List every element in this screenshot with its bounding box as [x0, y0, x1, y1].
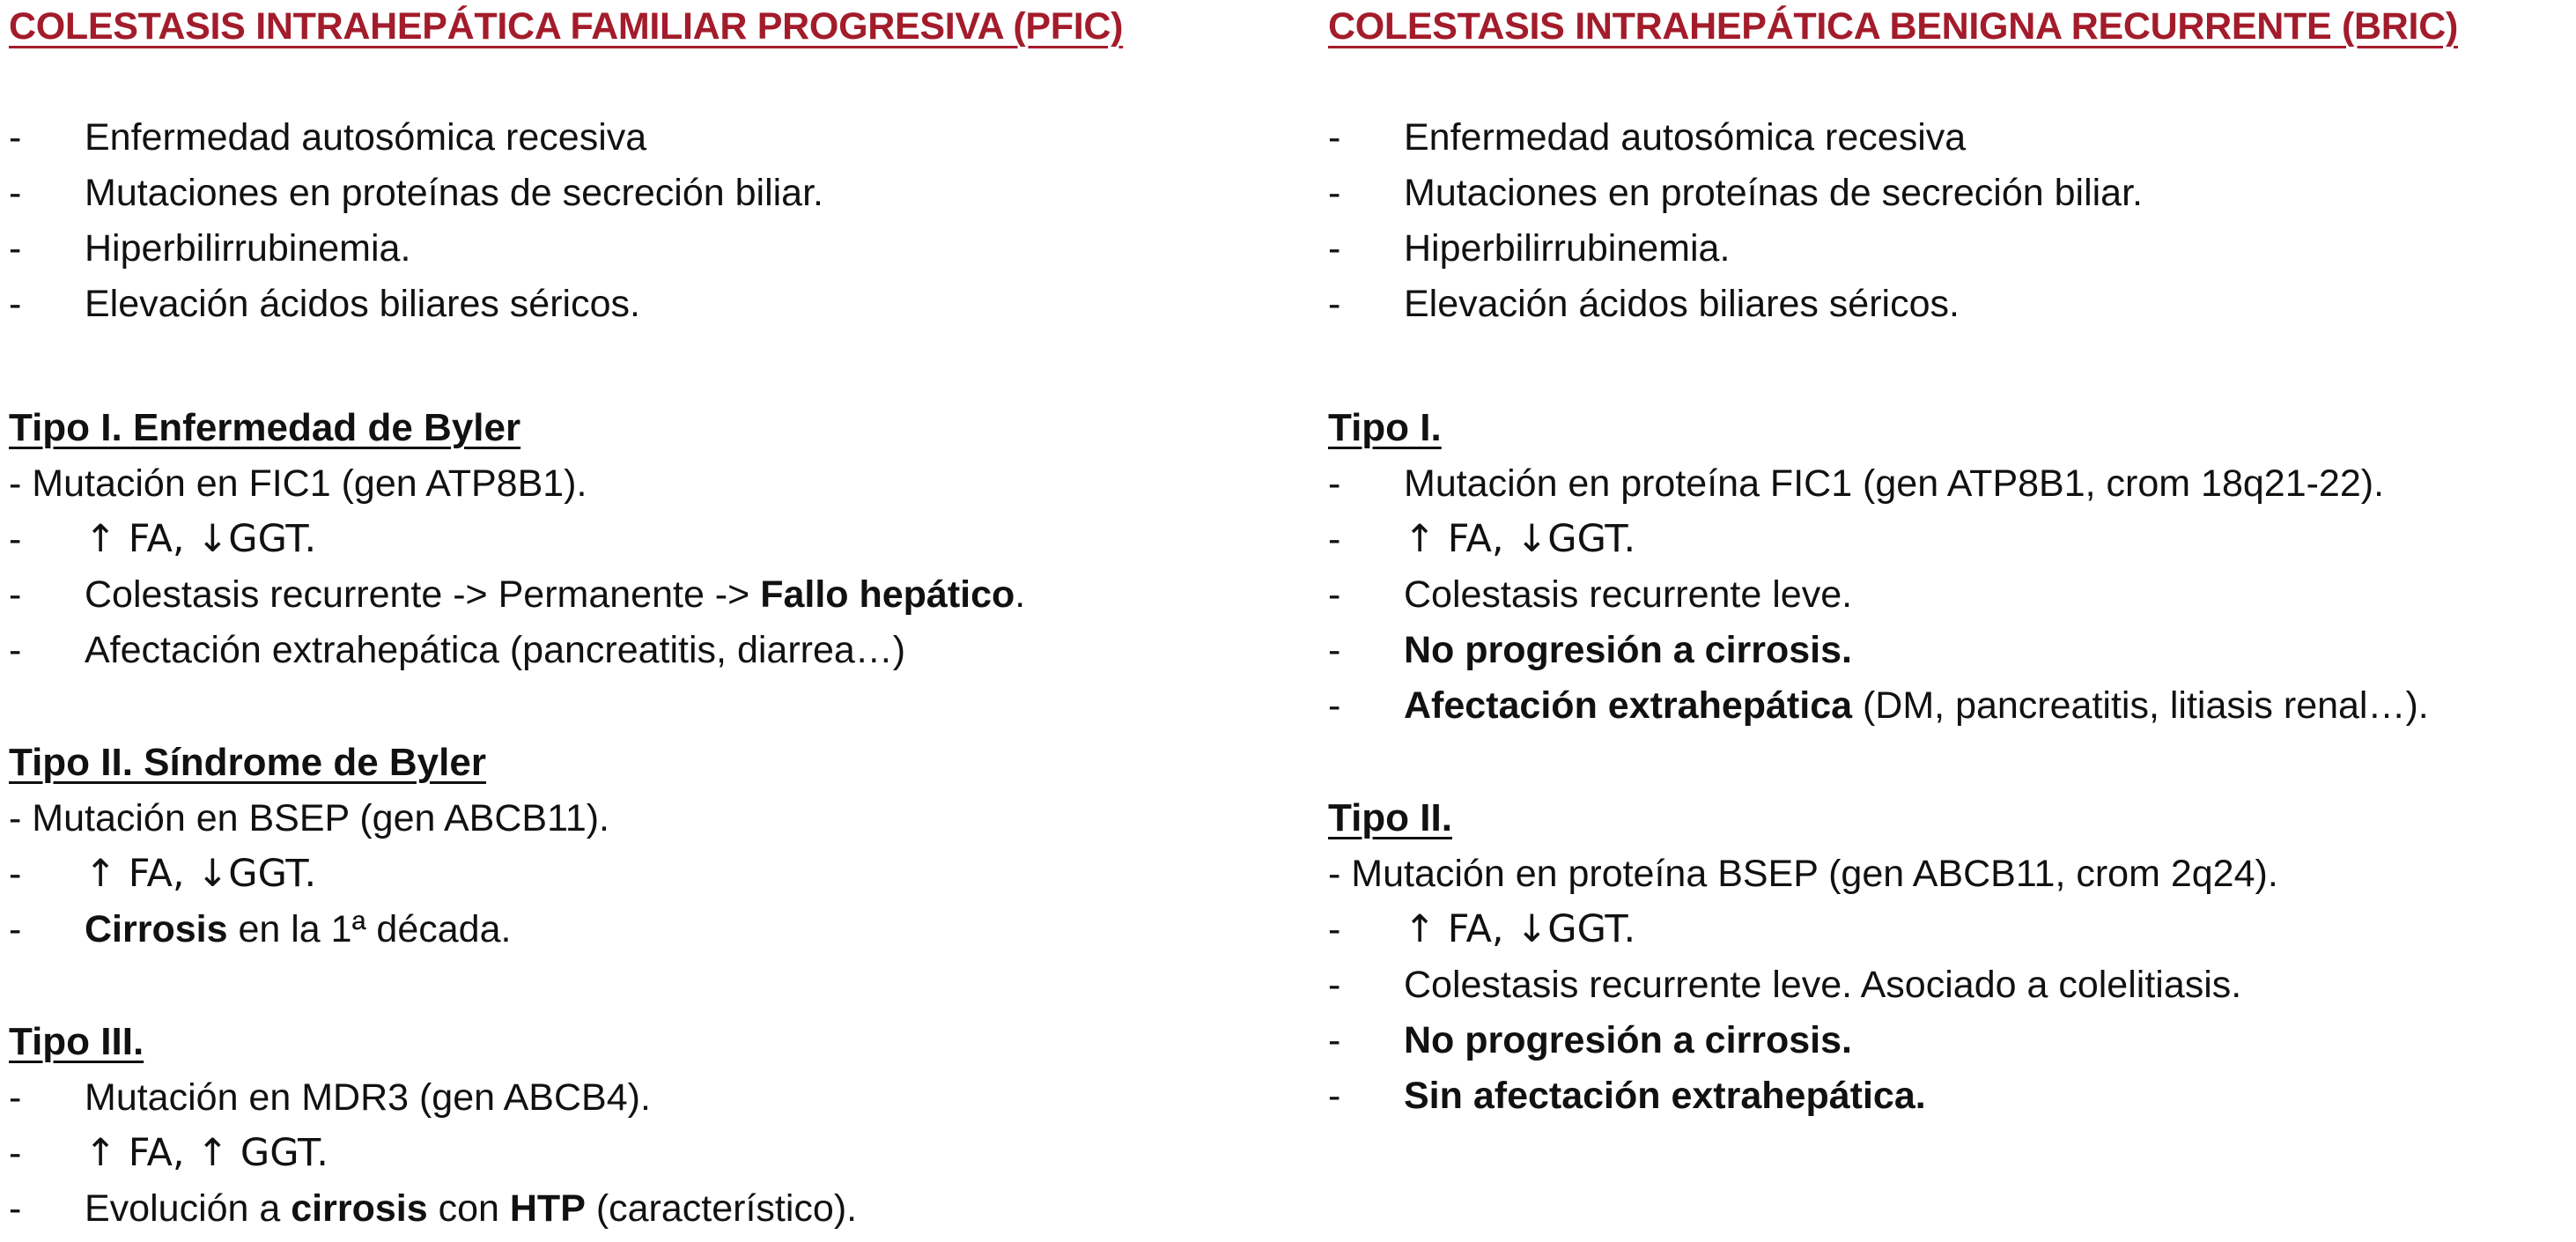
pfic-title: COLESTASIS INTRAHEPÁTICA FAMILIAR PROGRESIVA (PFIC) — [9, 5, 1124, 48]
pfic-tipo1-heading: Tipo I. Enfermedad de Byler — [9, 406, 521, 449]
pfic-tipo2-heading: Tipo II. Síndrome de Byler — [9, 741, 486, 784]
bric-title: COLESTASIS INTRAHEPÁTICA BENIGNA RECURRENTE (BRIC) — [1328, 5, 2458, 48]
bric-tipo2-heading: Tipo II. — [1328, 796, 1452, 839]
bric-tipo1-heading: Tipo I. — [1328, 406, 1442, 449]
pfic-tipo3-heading: Tipo III. — [9, 1020, 144, 1063]
